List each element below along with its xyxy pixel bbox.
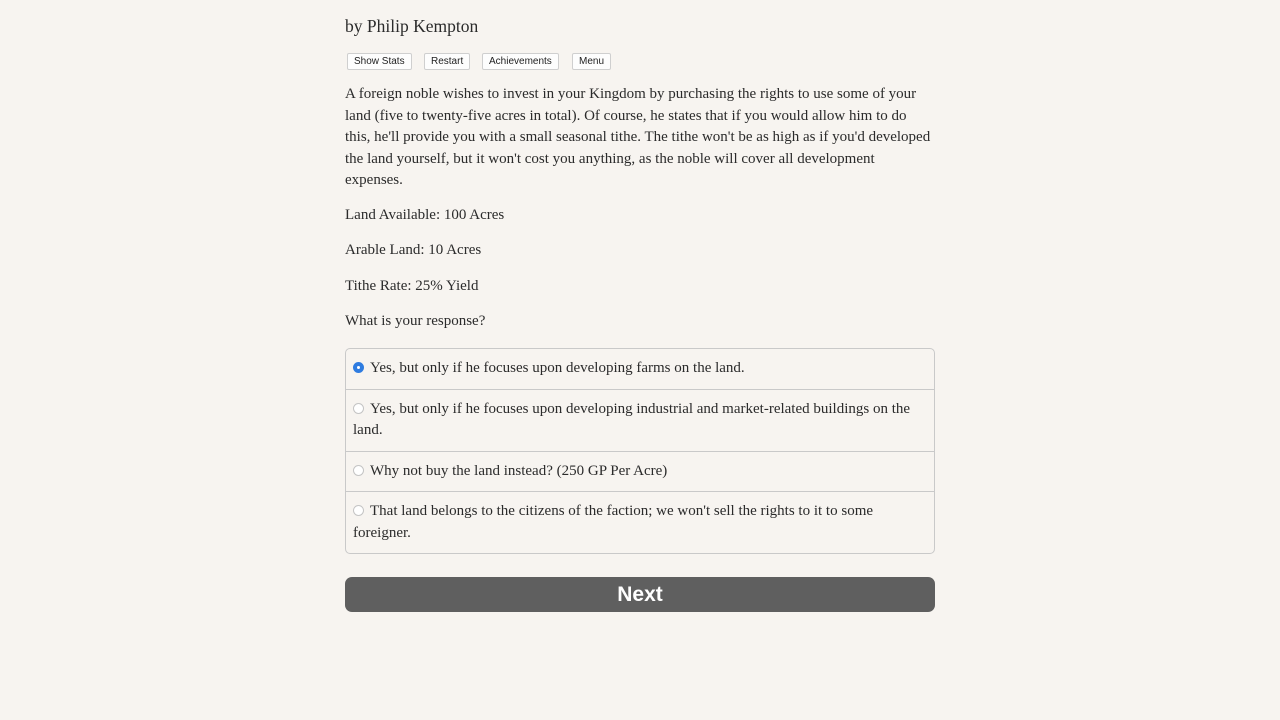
choice-label: Yes, but only if he focuses upon developing industrial and market-related buildings on the land. (353, 400, 911, 438)
radio-button-icon[interactable] (353, 505, 364, 516)
story-author: by Philip Kempton (345, 16, 479, 36)
menu-button[interactable]: Menu (572, 53, 611, 70)
show-stats-button[interactable]: Show Stats (347, 53, 412, 70)
radio-button-icon[interactable] (353, 465, 364, 476)
restart-button[interactable]: Restart (424, 53, 470, 70)
choice-label: That land belongs to the citizens of the faction; we won't sell the rights to it to some foreigner. (353, 503, 874, 541)
choice-option[interactable] (346, 451, 934, 492)
scenario-text: A foreign noble wishes to invest in your Kingdom by purchasing the rights to use some of your land (five to twenty-five acres in total). Of course, he states that if you would allow him to do this, he'll provide you with a small seasonal tithe. The tithe won't be as high as if you'd developed the land yourself, but it won't cost you anything, as the noble will cover all development expenses. (345, 86, 931, 188)
choice-label: Why not buy the land instead? (250 GP Per Acre) (370, 462, 668, 479)
achievements-button[interactable]: Achievements (482, 53, 559, 70)
choice-option[interactable] (346, 491, 934, 553)
choice-option[interactable] (346, 349, 934, 389)
tithe-rate-stat: Tithe Rate: 25% Yield (345, 278, 479, 294)
choice-list (345, 348, 935, 554)
next-button[interactable]: Next (345, 577, 935, 612)
response-question: What is your response? (345, 313, 486, 329)
arable-land-stat: Arable Land: 10 Acres (345, 242, 482, 258)
choice-label: Yes, but only if he focuses upon developing farms on the land. (370, 360, 745, 376)
land-available-stat: Land Available: 100 Acres (345, 207, 505, 223)
radio-button-icon[interactable] (353, 403, 364, 414)
radio-button-icon[interactable] (353, 362, 364, 373)
choice-option[interactable] (346, 389, 934, 451)
